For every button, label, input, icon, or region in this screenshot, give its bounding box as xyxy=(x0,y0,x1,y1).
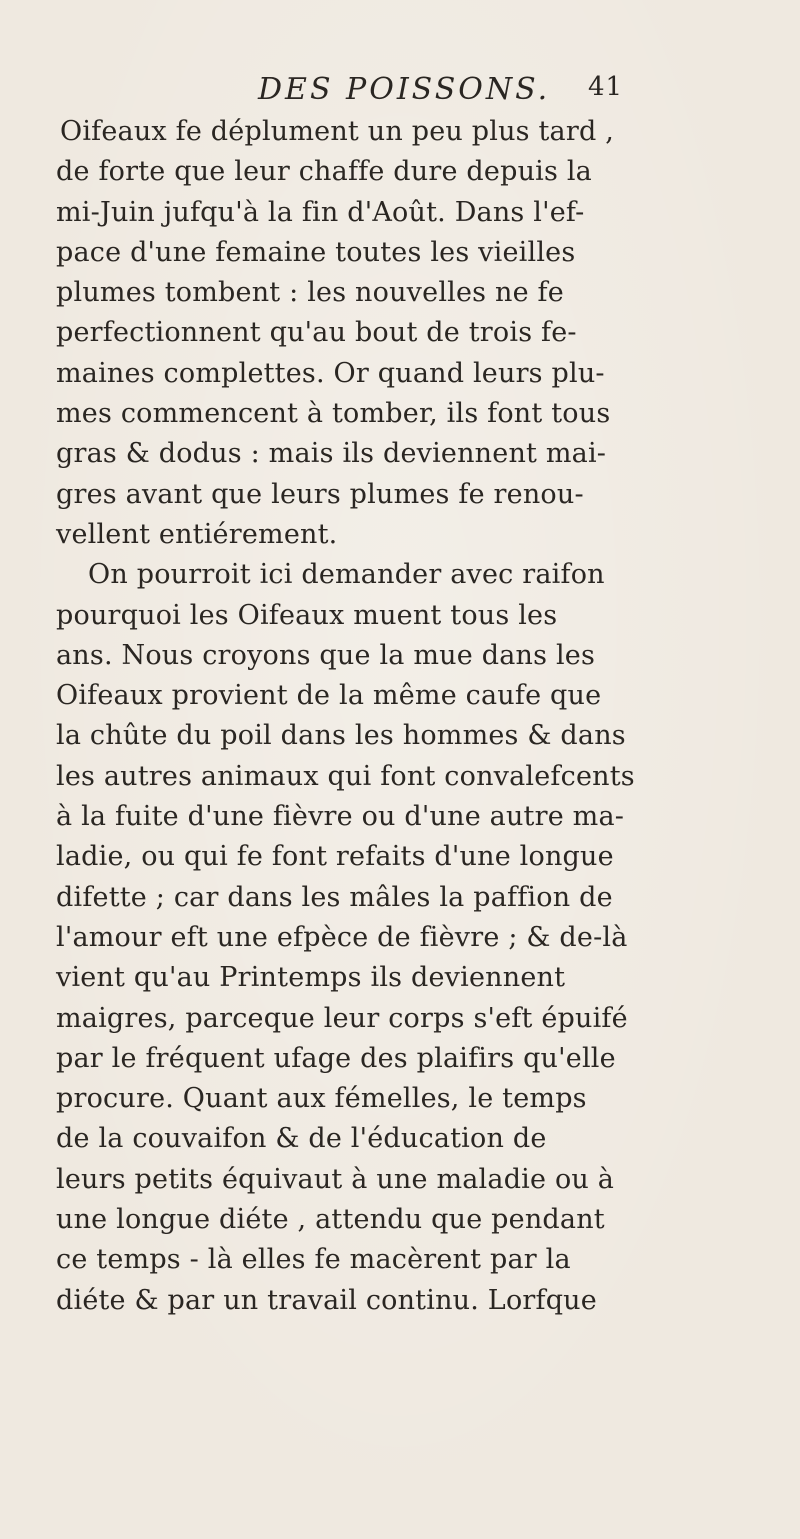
text-line: Oifeaux fe déplument un peu plus tard , xyxy=(60,116,615,147)
text-line: pourquoi les Oifeaux muent tous les xyxy=(56,599,558,631)
running-title: DES POISSONS. xyxy=(258,72,551,107)
text-line: plumes tombent : les nouvelles ne fe xyxy=(56,277,564,309)
text-line: vellent entiérement. xyxy=(56,518,338,550)
text-line: mi-Juin jufqu'à la fin d'Août. Dans l'ef- xyxy=(56,196,585,228)
text-line: la chûte du poil dans les hommes & dans xyxy=(56,720,626,752)
text-line: On pourroit ici demander avec raifon xyxy=(88,559,605,591)
text-line: ce temps - là elles fe macèrent par la xyxy=(56,1244,571,1276)
running-head xyxy=(258,72,708,112)
text-line: mes commencent à tomber, ils font tous xyxy=(56,398,611,430)
text-line: maines complettes. Or quand leurs plu- xyxy=(56,357,605,389)
text-line: une longue diéte , attendu que pendant xyxy=(56,1204,605,1236)
text-line: pace d'une femaine toutes les vieilles xyxy=(56,236,576,268)
text-line: perfectionnent qu'au bout de trois fe- xyxy=(56,317,577,349)
text-line: l'amour eft une efpèce de fièvre ; & de-là xyxy=(56,921,628,953)
page-number: 41 xyxy=(588,72,624,102)
text-line: difette ; car dans les mâles la paffion de xyxy=(56,881,613,913)
text-line: ladie, ou qui fe font refaits d'une longue xyxy=(56,841,614,873)
text-line: gras & dodus : mais ils deviennent mai- xyxy=(56,438,607,470)
text-line: Oifeaux provient de la même caufe que xyxy=(56,680,602,712)
text-line: vient qu'au Printemps ils deviennent xyxy=(56,962,566,994)
text-line: diéte & par un travail continu. Lorfque xyxy=(56,1284,597,1316)
text-line: gres avant que leurs plumes fe renou- xyxy=(56,478,584,510)
text-line: les autres animaux qui font convalefcents xyxy=(56,760,635,792)
text-line: leurs petits équivaut à une maladie ou à xyxy=(56,1163,615,1195)
text-line: par le fréquent ufage des plaifirs qu'elle xyxy=(56,1042,616,1074)
text-line: ans. Nous croyons que la mue dans les xyxy=(56,639,596,671)
text-line: à la fuite d'une fièvre ou d'une autre ma- xyxy=(56,801,625,833)
text-line: maigres, parceque leur corps s'eft épuifé xyxy=(56,1002,628,1034)
text-line: procure. Quant aux fémelles, le temps xyxy=(56,1083,587,1115)
body-text xyxy=(56,112,756,1321)
text-line: de la couvaifon & de l'éducation de xyxy=(56,1123,547,1155)
text-line: de forte que leur chaffe dure depuis la xyxy=(56,156,592,188)
